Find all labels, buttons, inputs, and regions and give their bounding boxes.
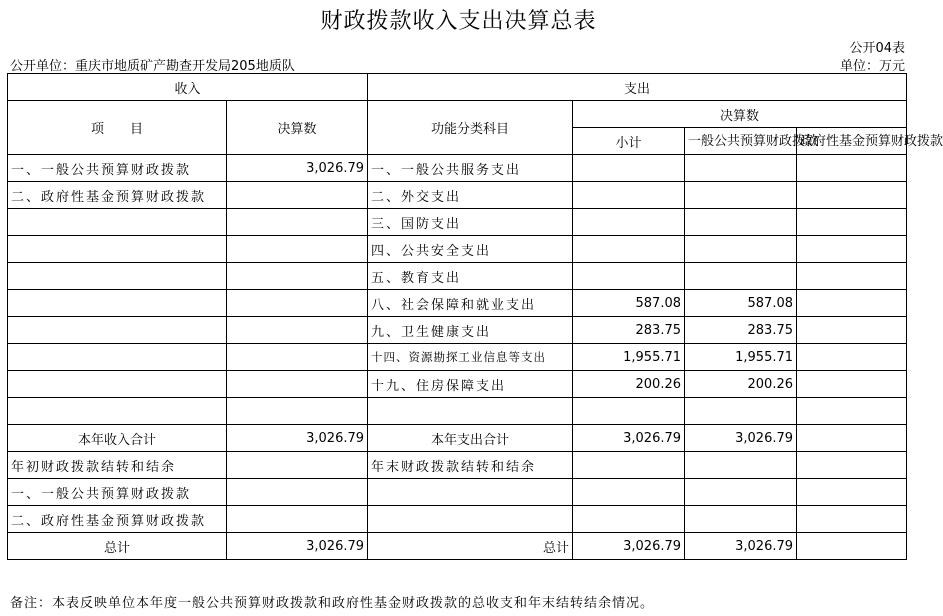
expense-item-cell: 十四、资源勘探工业信息等支出 — [368, 344, 573, 371]
general-budget-cell: 1,955.71 — [685, 344, 797, 371]
annual-total-row — [8, 425, 907, 452]
gov-fund-cell — [797, 209, 907, 236]
income-amount-cell — [227, 209, 368, 236]
expense-total-label: 本年支出合计 — [368, 425, 573, 452]
expense-final-header: 决算数 — [573, 101, 907, 128]
income-item-cell — [8, 263, 227, 290]
general-budget-cell — [685, 263, 797, 290]
subtotal-header: 小计 — [573, 128, 685, 155]
carry-income-item: 二、政府性基金预算财政拨款 — [8, 506, 227, 533]
subtotal-cell — [573, 263, 685, 290]
grand-total-row — [8, 533, 907, 560]
expense-total-fund — [797, 425, 907, 452]
general-budget-cell — [685, 155, 797, 182]
carry-general — [685, 452, 797, 479]
income-total-label: 本年收入合计 — [8, 425, 227, 452]
income-amount-cell — [227, 371, 368, 398]
expense-item-cell: 八、社会保障和就业支出 — [368, 290, 573, 317]
income-total-amount: 3,026.79 — [227, 425, 368, 452]
gov-fund-cell — [797, 236, 907, 263]
expense-item-cell: 四、公共安全支出 — [368, 236, 573, 263]
income-item-cell — [8, 209, 227, 236]
subtotal-cell: 200.26 — [573, 371, 685, 398]
general-budget-cell — [685, 398, 797, 425]
carry-expense-item — [368, 506, 573, 533]
subtotal-cell — [573, 398, 685, 425]
gov-fund-cell — [797, 182, 907, 209]
carry-over-row — [8, 506, 907, 533]
carry-subtotal — [573, 452, 685, 479]
gov-fund-cell — [797, 371, 907, 398]
income-amount-cell — [227, 263, 368, 290]
expense-item-cell: 二、外交支出 — [368, 182, 573, 209]
currency-unit: 单位：万元 — [839, 59, 905, 74]
general-budget-cell — [685, 236, 797, 263]
subtotal-cell: 1,955.71 — [573, 344, 685, 371]
income-amount-cell: 3,026.79 — [227, 155, 368, 182]
table-row — [8, 182, 907, 209]
carry-general — [685, 479, 797, 506]
item-header: 项 目 — [8, 101, 227, 155]
carry-subtotal — [573, 506, 685, 533]
expense-item-cell: 九、卫生健康支出 — [368, 317, 573, 344]
income-item-cell — [8, 398, 227, 425]
carry-expense-item: 年末财政拨款结转和结余 — [368, 452, 573, 479]
income-item-cell — [8, 317, 227, 344]
general-budget-cell — [685, 182, 797, 209]
footnote: 备注：本表反映单位本年度一般公共预算财政拨款和政府性基金财政拨款的总收支和年末结转结余情况。 — [10, 596, 655, 611]
income-header: 收入 — [8, 74, 368, 101]
expense-total-general: 3,026.79 — [685, 425, 797, 452]
income-amount-cell — [227, 236, 368, 263]
reporting-unit: 公开单位：重庆市地质矿产勘查开发局205地质队 — [10, 59, 295, 74]
table-row — [8, 209, 907, 236]
page-title: 财政拨款收入支出决算总表 — [320, 9, 597, 34]
carry-income-item: 年初财政拨款结转和结余 — [8, 452, 227, 479]
gov-fund-header: 政府性基金预算财政拨款 — [797, 128, 907, 155]
income-amount-cell — [227, 290, 368, 317]
subtotal-cell — [573, 236, 685, 263]
gov-fund-cell — [797, 398, 907, 425]
expense-total-subtotal: 3,026.79 — [573, 425, 685, 452]
gov-fund-cell — [797, 155, 907, 182]
gov-fund-cell — [797, 317, 907, 344]
income-item-cell — [8, 371, 227, 398]
general-budget-header: 一般公共预算财政拨款 — [685, 128, 797, 155]
grand-total-fund — [797, 533, 907, 560]
expense-item-cell: 三、国防支出 — [368, 209, 573, 236]
carry-over-row — [8, 452, 907, 479]
subtotal-cell — [573, 182, 685, 209]
header-row-2 — [8, 101, 907, 128]
gov-fund-cell — [797, 290, 907, 317]
table-row — [8, 263, 907, 290]
final-amount-header: 决算数 — [227, 101, 368, 155]
grand-total-general: 3,026.79 — [685, 533, 797, 560]
general-budget-cell: 200.26 — [685, 371, 797, 398]
form-code: 公开04表 — [849, 41, 905, 56]
carry-income-amount — [227, 479, 368, 506]
carry-subtotal — [573, 479, 685, 506]
carry-general — [685, 506, 797, 533]
carry-fund — [797, 479, 907, 506]
carry-expense-item — [368, 479, 573, 506]
func-category-header: 功能分类科目 — [368, 101, 573, 155]
general-budget-cell: 587.08 — [685, 290, 797, 317]
carry-income-amount — [227, 506, 368, 533]
subtotal-cell — [573, 155, 685, 182]
expense-item-cell: 十九、住房保障支出 — [368, 371, 573, 398]
income-amount-cell — [227, 344, 368, 371]
expense-header: 支出 — [368, 74, 907, 101]
carry-over-row — [8, 479, 907, 506]
general-budget-cell: 283.75 — [685, 317, 797, 344]
gov-fund-cell — [797, 263, 907, 290]
income-item-cell: 二、政府性基金预算财政拨款 — [8, 182, 227, 209]
grand-total-income-label: 总计 — [8, 533, 227, 560]
table-row — [8, 317, 907, 344]
carry-fund — [797, 506, 907, 533]
table-row — [8, 155, 907, 182]
expense-item-cell — [368, 398, 573, 425]
table-row — [8, 236, 907, 263]
table-row — [8, 344, 907, 371]
header-row-1 — [8, 74, 907, 101]
carry-fund — [797, 452, 907, 479]
income-item-cell — [8, 290, 227, 317]
subtotal-cell: 587.08 — [573, 290, 685, 317]
subtotal-cell: 283.75 — [573, 317, 685, 344]
gov-fund-cell — [797, 344, 907, 371]
income-amount-cell — [227, 317, 368, 344]
income-item-cell — [8, 236, 227, 263]
table-row — [8, 290, 907, 317]
table-row — [8, 371, 907, 398]
income-item-cell — [8, 344, 227, 371]
income-amount-cell — [227, 398, 368, 425]
general-budget-cell — [685, 209, 797, 236]
expense-item-cell: 五、教育支出 — [368, 263, 573, 290]
income-item-cell: 一、一般公共预算财政拨款 — [8, 155, 227, 182]
income-amount-cell — [227, 182, 368, 209]
carry-income-amount — [227, 452, 368, 479]
grand-total-subtotal: 3,026.79 — [573, 533, 685, 560]
grand-total-income-amount: 3,026.79 — [227, 533, 368, 560]
expense-item-cell: 一、一般公共服务支出 — [368, 155, 573, 182]
table-row — [8, 398, 907, 425]
carry-income-item: 一、一般公共预算财政拨款 — [8, 479, 227, 506]
subtotal-cell — [573, 209, 685, 236]
grand-total-expense-label: 总计 — [368, 533, 573, 560]
report-table — [7, 73, 943, 560]
